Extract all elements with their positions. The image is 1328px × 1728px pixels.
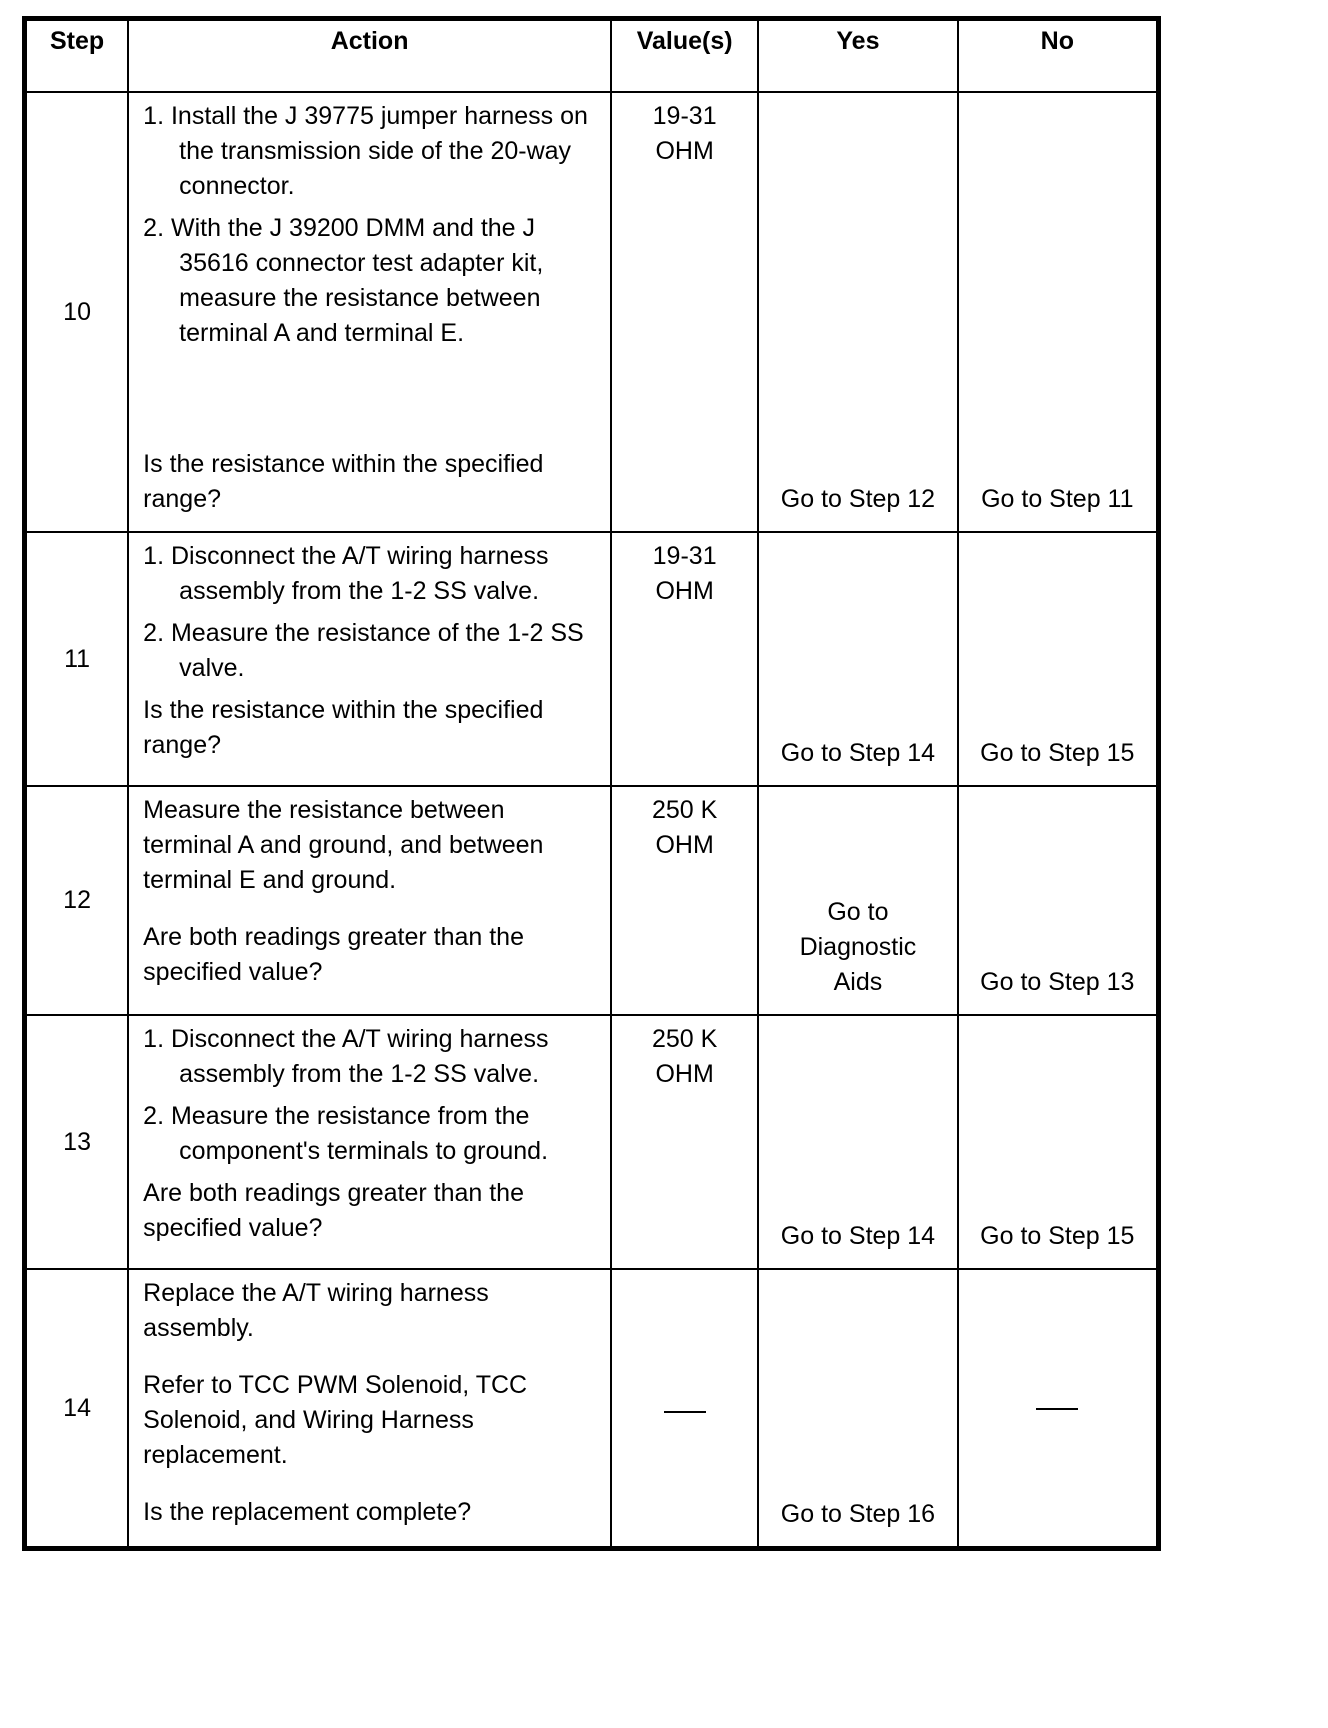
diagnostic-table [25, 19, 1158, 1548]
value-cell [611, 532, 758, 786]
action-item: 1. Disconnect the A/T wiring harness assembly from the 1-2 SS valve. [143, 542, 549, 605]
yes-line: Go to [827, 898, 889, 926]
action-cell [128, 1269, 611, 1547]
no-cell: Go to Step 13 [958, 786, 1157, 1015]
value-unit: OHM [655, 577, 714, 605]
table-row [26, 532, 1157, 786]
action-text: Replace the A/T wiring harness assembly. [143, 1279, 489, 1342]
header-values: Value(s) [611, 20, 758, 92]
value-unit: OHM [655, 831, 714, 859]
step-number: 10 [26, 92, 128, 532]
action-question: Is the resistance within the specified range? [143, 450, 544, 513]
action-cell [128, 1015, 611, 1269]
action-item: 1. Install the J 39775 jumper harness on the transmission side of the 20-way connector. [143, 102, 588, 200]
table-row [26, 786, 1157, 1015]
table-row [26, 92, 1157, 532]
empty-value-dash [1036, 1408, 1078, 1410]
empty-value-dash [664, 1411, 706, 1413]
action-question: Are both readings greater than the specified value? [143, 1179, 524, 1242]
yes-cell [758, 786, 957, 1015]
table-row [26, 1269, 1157, 1547]
no-cell: Go to Step 15 [958, 532, 1157, 786]
action-item: 2. With the J 39200 DMM and the J 35616 connector test adapter kit, measure the resistance between terminal A and terminal E. [143, 214, 544, 347]
no-cell: Go to Step 15 [958, 1015, 1157, 1269]
yes-cell: Go to Step 14 [758, 532, 957, 786]
no-cell [958, 1269, 1157, 1547]
action-question: Are both readings greater than the specified value? [143, 923, 524, 986]
step-number: 13 [26, 1015, 128, 1269]
action-text: Refer to TCC PWM Solenoid, TCC Solenoid, and Wiring Harness replacement. [143, 1371, 528, 1469]
action-cell [128, 786, 611, 1015]
value-unit: OHM [655, 1060, 714, 1088]
header-no: No [958, 20, 1157, 92]
value-cell [611, 1269, 758, 1547]
value-cell [611, 1015, 758, 1269]
value-line: 250 K [651, 1025, 718, 1053]
value-cell [611, 786, 758, 1015]
yes-cell: Go to Step 12 [758, 92, 957, 532]
no-cell: Go to Step 11 [958, 92, 1157, 532]
action-question: Is the resistance within the specified range? [143, 696, 544, 759]
diagnostic-table-container [22, 16, 1161, 1551]
header-action: Action [128, 20, 611, 92]
value-unit: OHM [655, 137, 714, 165]
yes-line: Diagnostic [799, 933, 917, 961]
header-yes: Yes [758, 20, 957, 92]
action-item: 2. Measure the resistance from the component's terminals to ground. [143, 1102, 549, 1165]
step-number: 12 [26, 786, 128, 1015]
table-header-row [26, 20, 1157, 92]
action-cell [128, 532, 611, 786]
yes-cell: Go to Step 16 [758, 1269, 957, 1547]
value-line: 19-31 [652, 542, 717, 570]
table-row [26, 1015, 1157, 1269]
value-line: 250 K [651, 796, 718, 824]
value-line: 19-31 [652, 102, 717, 130]
yes-cell: Go to Step 14 [758, 1015, 957, 1269]
header-step: Step [26, 20, 128, 92]
action-item: 2. Measure the resistance of the 1-2 SS valve. [143, 619, 584, 682]
action-item: 1. Disconnect the A/T wiring harness assembly from the 1-2 SS valve. [143, 1025, 549, 1088]
step-number: 11 [26, 532, 128, 786]
step-number: 14 [26, 1269, 128, 1547]
action-text: Measure the resistance between terminal A and ground, and between terminal E and ground. [143, 796, 544, 894]
value-cell [611, 92, 758, 532]
yes-line: Aids [833, 968, 883, 996]
action-cell [128, 92, 611, 532]
action-question: Is the replacement complete? [143, 1498, 472, 1526]
